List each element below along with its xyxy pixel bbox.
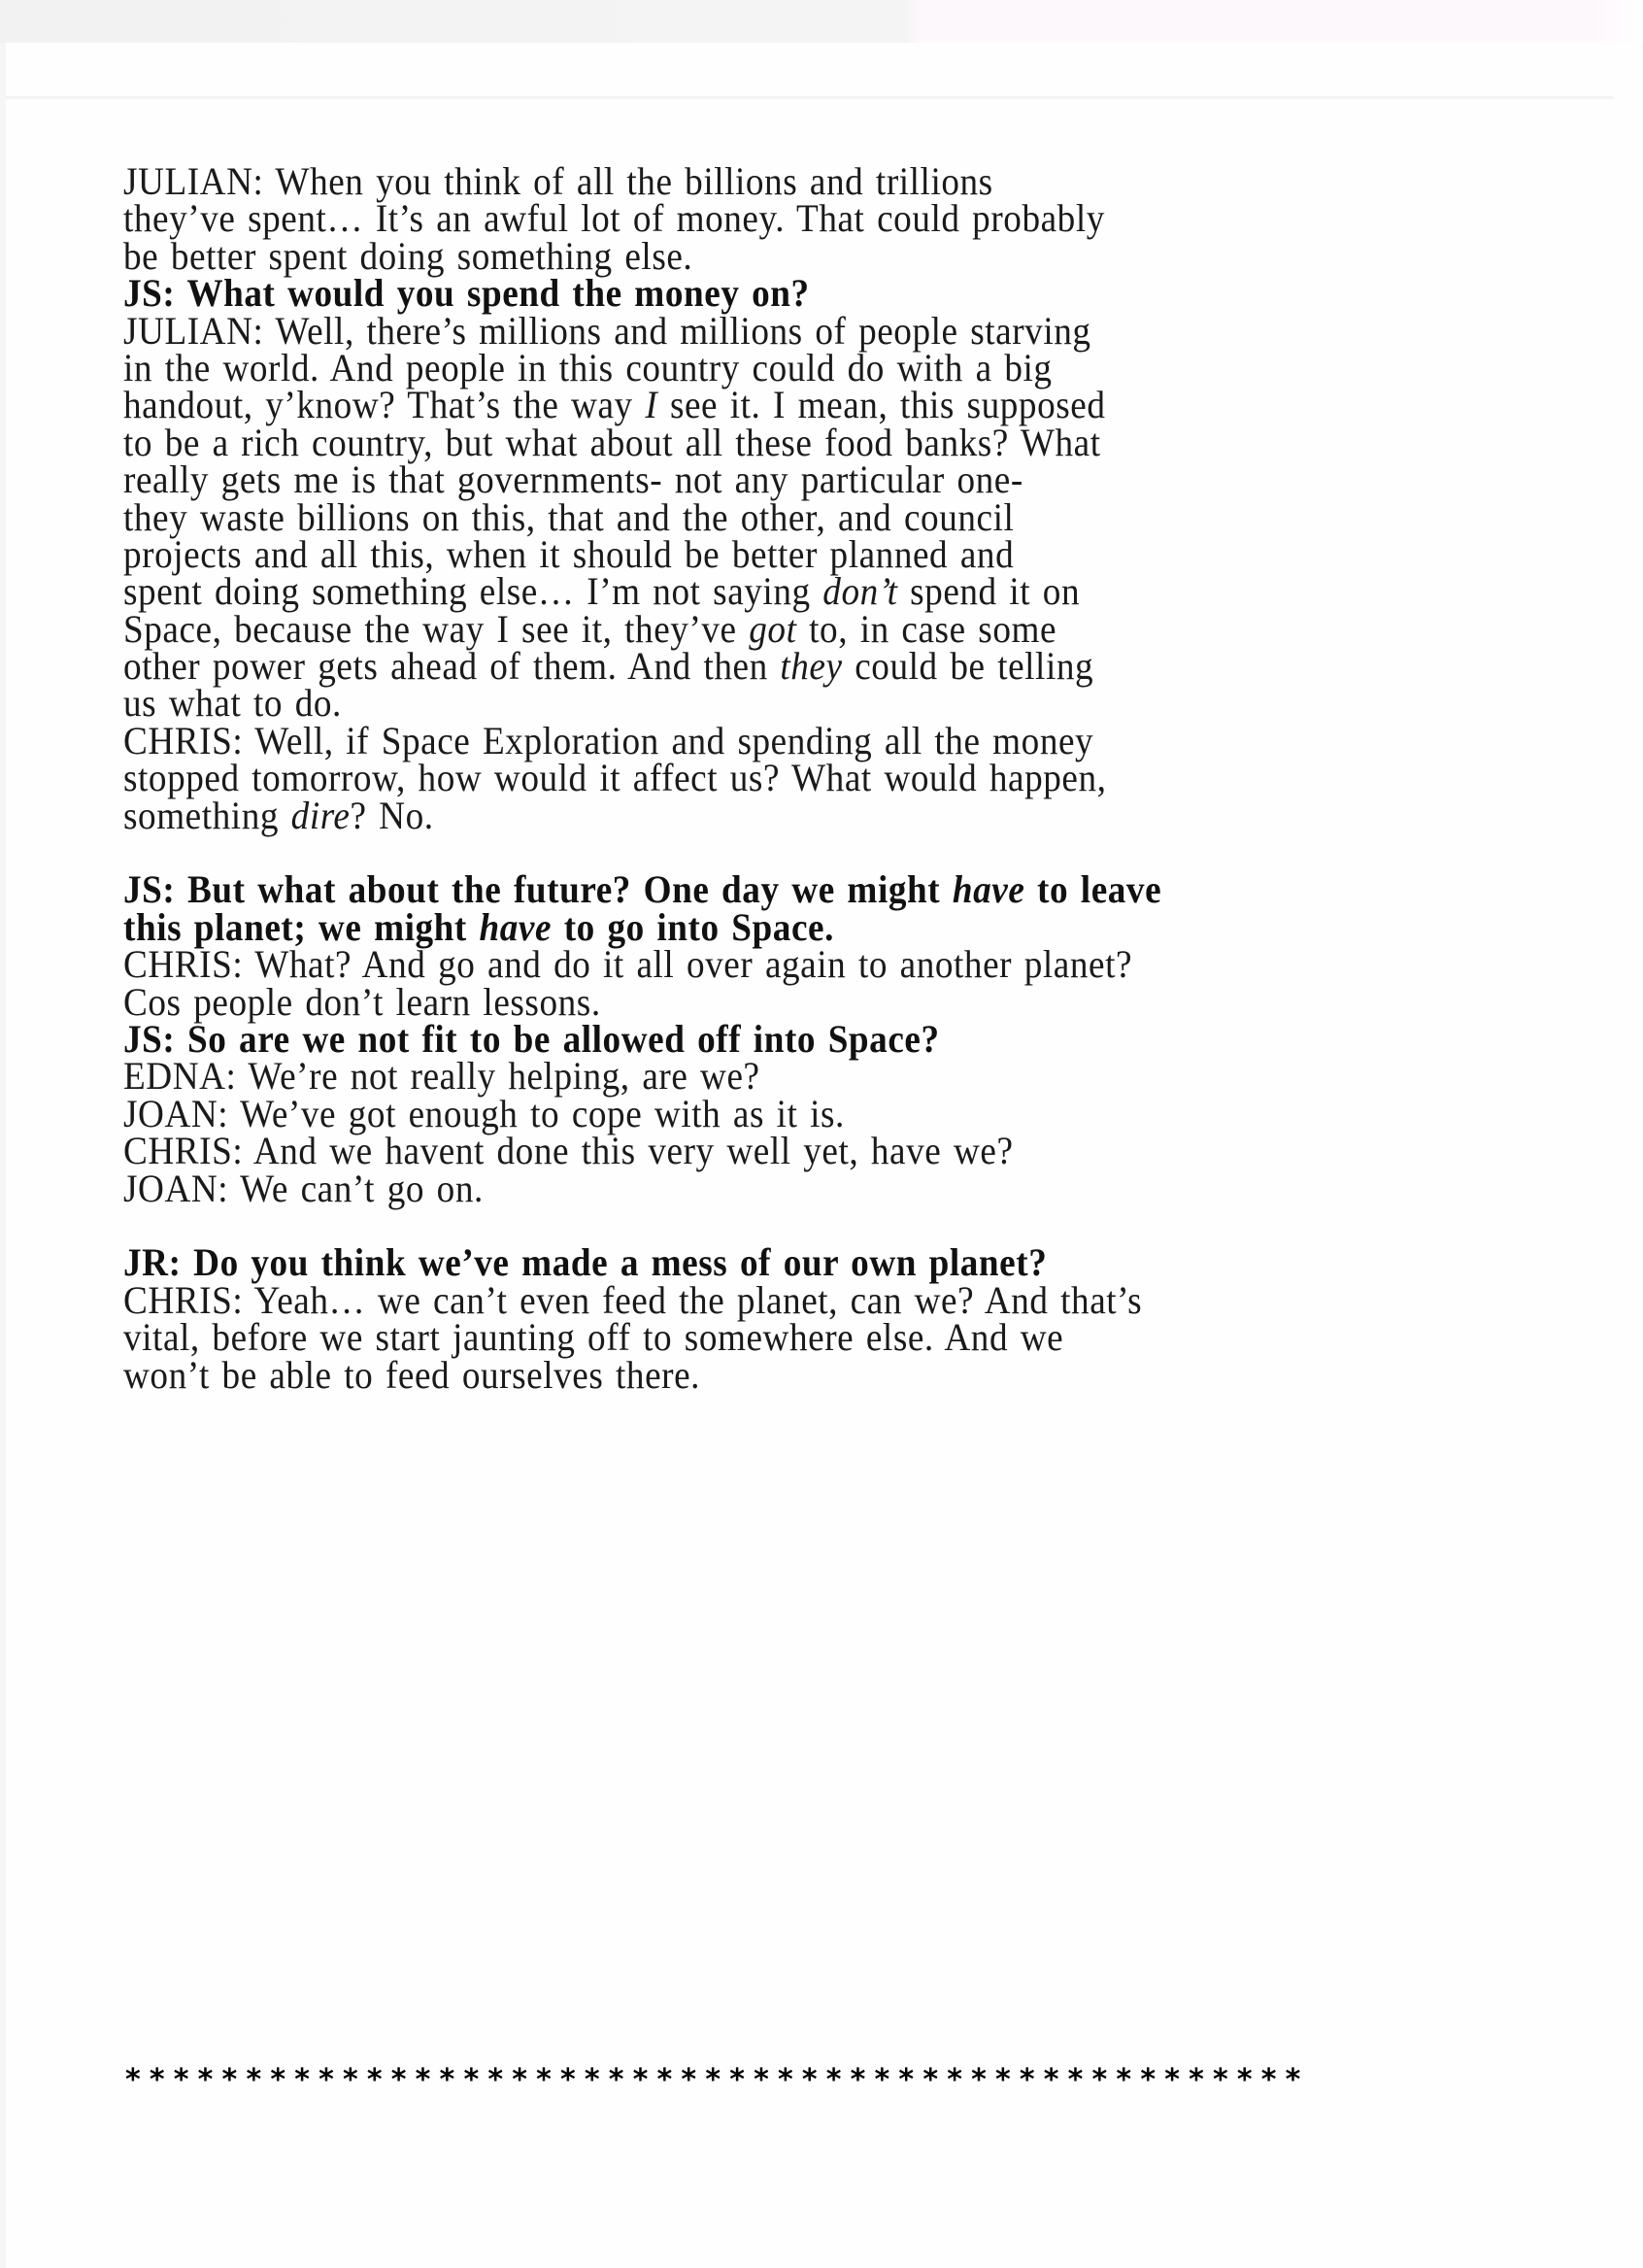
- participant-answer: [123, 308, 1560, 726]
- transcript-line: [123, 867, 1459, 912]
- line-text: JULIAN: Well, there’s millions and millions of people starving: [123, 308, 1091, 353]
- transcript-line: [123, 1352, 1459, 1397]
- transcript-line: [123, 383, 1459, 427]
- line-text: they waste billions on this, that and the other, and council: [123, 494, 1015, 539]
- line-text: see it. I mean, this supposed: [657, 383, 1106, 427]
- transcript-line: [123, 942, 1459, 987]
- scan-artifact-edge: [0, 43, 6, 2268]
- transcript-line: [123, 1016, 1459, 1061]
- transcript-line: [123, 196, 1459, 241]
- transcript-line: [123, 1277, 1459, 1322]
- line-text: JS: What would you spend the money on?: [123, 271, 810, 316]
- scan-artifact-line: [0, 96, 1614, 99]
- line-text: spent doing something else… I’m not saying: [123, 569, 823, 614]
- transcript-line: [123, 681, 1459, 726]
- emphasis-text: don’t: [822, 569, 898, 614]
- line-text: to leave: [1024, 867, 1162, 912]
- line-text: spend it on: [897, 569, 1081, 614]
- line-text: JULIAN: When you think of all the billions and trillions: [123, 159, 993, 203]
- transcript-line: [123, 159, 1459, 203]
- transcript-line: [123, 494, 1459, 539]
- transcript-line: [123, 1091, 1459, 1135]
- section-separator: *************************************************: [125, 2063, 1310, 2097]
- participant-answer: [123, 159, 1560, 278]
- line-text: JR: Do you think we’ve made a mess of our own planet?: [123, 1240, 1048, 1285]
- transcript-line: [123, 1315, 1459, 1360]
- transcript-line: [123, 233, 1459, 278]
- line-text: won’t be able to feed ourselves there.: [123, 1352, 701, 1397]
- interviewer-question: [123, 271, 1560, 316]
- transcript-line: [123, 904, 1459, 949]
- line-text: to, in case some: [796, 606, 1057, 651]
- transcript-line: [123, 979, 1459, 1024]
- transcript-line: [123, 457, 1459, 502]
- transcript-line: [123, 606, 1459, 651]
- line-text: EDNA: We’re not really helping, are we?: [123, 1054, 760, 1099]
- line-text: really gets me is that governments- not any particular one-: [123, 457, 1023, 502]
- line-text: JS: So are we not fit to be allowed off into Space?: [123, 1016, 940, 1061]
- line-text: projects and all this, when it should be better planned and: [123, 531, 1015, 576]
- transcript-line: [123, 271, 1459, 316]
- participant-answer: [123, 1277, 1560, 1397]
- transcript-line: [123, 531, 1459, 576]
- line-text: CHRIS: And we havent done this very well yet, have we?: [123, 1129, 1014, 1173]
- paragraph-gap: [123, 1207, 1560, 1244]
- transcript-line: [123, 345, 1459, 389]
- interviewer-question: [123, 867, 1560, 949]
- line-text: CHRIS: What? And go and do it all over again to another planet?: [123, 942, 1133, 987]
- line-text: JOAN: We can’t go on.: [123, 1166, 484, 1210]
- transcript-line: [123, 1166, 1459, 1210]
- line-text: to be a rich country, but what about all these food banks? What: [123, 420, 1101, 464]
- line-text: something: [123, 793, 291, 837]
- line-text: JS: But what about the future? One day we might: [123, 867, 953, 912]
- transcript-line: [123, 644, 1459, 689]
- line-text: to go into Space.: [552, 904, 834, 949]
- line-text: they’ve spent… It’s an awful lot of money. That could probably: [123, 196, 1105, 241]
- emphasis-text: they: [780, 644, 843, 689]
- transcript-line: [123, 569, 1459, 614]
- interviewer-question: [123, 1016, 1560, 1061]
- paragraph-gap: [123, 834, 1560, 871]
- line-text: us what to do.: [123, 681, 342, 726]
- participant-answer: [123, 718, 1560, 837]
- transcript-line: [123, 718, 1459, 762]
- line-text: in the world. And people in this country could do with a big: [123, 345, 1053, 389]
- transcript-line: [123, 756, 1459, 800]
- transcript-line: [123, 1240, 1459, 1285]
- transcript-line: [123, 308, 1459, 353]
- line-text: handout, y’know? That’s the way: [123, 383, 646, 427]
- transcript-line: [123, 420, 1459, 464]
- scan-artifact-band: [0, 0, 1643, 43]
- line-text: ? No.: [350, 793, 434, 837]
- transcript-line: [123, 1129, 1459, 1173]
- line-text: stopped tomorrow, how would it affect us? What would happen,: [123, 756, 1107, 800]
- emphasis-text: have: [479, 904, 553, 949]
- emphasis-text: got: [749, 606, 797, 651]
- participant-answer: [123, 1054, 1560, 1210]
- line-text: CHRIS: Yeah… we can’t even feed the planet, can we? And that’s: [123, 1277, 1143, 1322]
- participant-answer: [123, 942, 1560, 1024]
- line-text: JOAN: We’ve got enough to cope with as it is.: [123, 1091, 845, 1135]
- line-text: vital, before we start jaunting off to somewhere else. And we: [123, 1315, 1064, 1360]
- line-text: Cos people don’t learn lessons.: [123, 979, 601, 1024]
- interviewer-question: [123, 1240, 1560, 1285]
- emphasis-text: have: [952, 867, 1025, 912]
- line-text: CHRIS: Well, if Space Exploration and spending all the money: [123, 718, 1094, 762]
- transcript-line: [123, 1054, 1459, 1099]
- emphasis-text: I: [645, 383, 658, 427]
- line-text: could be telling: [842, 644, 1094, 689]
- line-text: this planet; we might: [123, 904, 480, 949]
- interview-transcript: [123, 159, 1560, 1397]
- transcript-line: [123, 793, 1459, 837]
- line-text: Space, because the way I see it, they’ve: [123, 606, 750, 651]
- line-text: be better spent doing something else.: [123, 233, 693, 278]
- line-text: other power gets ahead of them. And then: [123, 644, 781, 689]
- emphasis-text: dire: [290, 793, 351, 837]
